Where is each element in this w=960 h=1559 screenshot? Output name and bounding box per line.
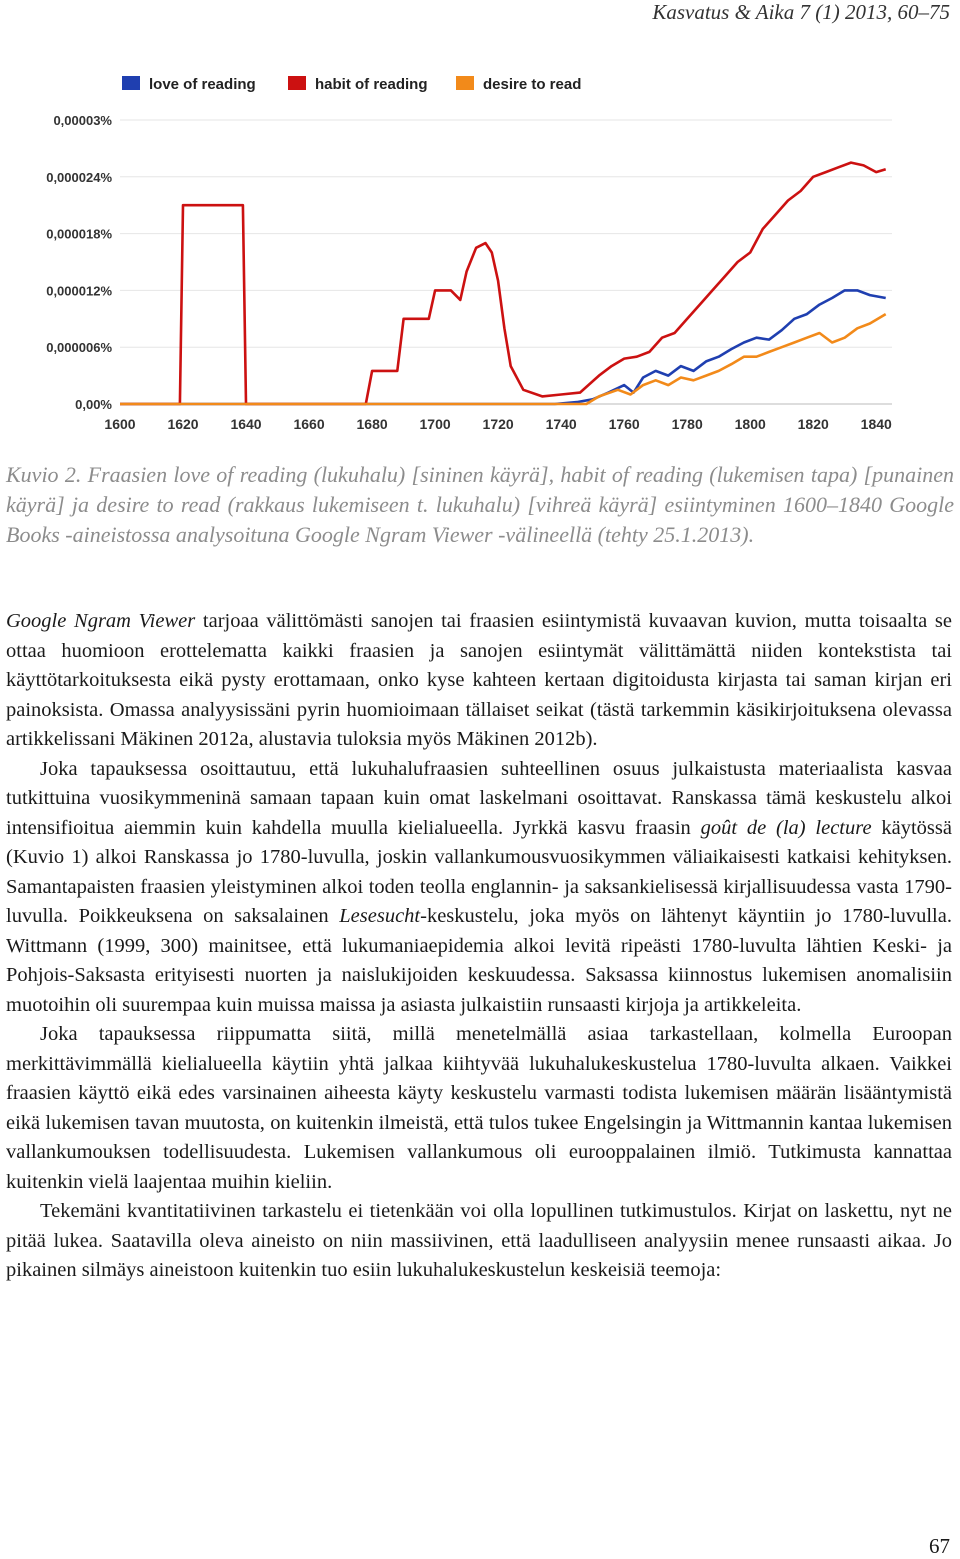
x-tick-label-6: 1720 <box>482 416 514 432</box>
x-tick-label-10: 1800 <box>734 416 766 432</box>
term-google-ngram-viewer: Google Ngram Viewer <box>6 610 196 632</box>
x-tick-label-8: 1760 <box>608 416 640 432</box>
x-tick-label-0: 1600 <box>104 416 136 432</box>
paragraph-1 <box>6 607 952 755</box>
paragraph-1-text: tarjoaa välittömästi sanojen tai fraasien esiintymistä kuvaavan kuvion, mutta toisaalta se ottaa huomioon erottelematta kaikki fraasien ja sanojen esiintymät välittämättä niiden kontekstista tai käyttötarkoituksesta eikä pysty erottamaan, onko kyse kahteen kertaan digitoidusta kirjasta tai saman kirjan eri painoksista. Omassa analyysissäni pyrin huomioimaan tällaiset seikat (tästä tarkemmin käsikirjoituksena olevassa artikkelissani Mäkinen 2012a, alustavia tuloksia myös Mäkinen 2012b). <box>6 610 952 750</box>
y-tick-label-0: 0,00% <box>75 397 112 412</box>
running-head: Kasvatus & Aika 7 (1) 2013, 60–75 <box>652 0 950 24</box>
y-tick-label-1: 0,000006% <box>46 340 112 356</box>
legend-label-2: desire to read <box>483 76 582 93</box>
paragraph-2-text-c: -keskustelu, joka myös on lähtenyt käyntiin jo 1780-luvulla. Wittmann (1999, 300) mainitsee, että lukumaniaepidemia alkoi levitä ripeästi 1780-luvulta lähtien Keski- ja Pohjois-Saksasta erityisesti nuorten ja naislukijoiden keskuudessa. Saksassa kiinnostus lukemisen anomalisiin muotoihin oli suurempaa kuin muissa maissa ja asiasta julkaistiin runsaasti kirjoja ja artikkeleita. <box>6 905 952 1016</box>
y-tick-label-2: 0,000012% <box>46 283 112 299</box>
x-tick-label-9: 1780 <box>671 416 703 432</box>
paragraph-2 <box>6 755 952 1021</box>
term-lesesucht: Lesesucht <box>339 905 421 927</box>
paragraph-3: Joka tapauksessa riippumatta siitä, millä menetelmällä asiaa tarkastellaan, kolmella Euroopan merkittävimmällä kielialueella käytiin yhtä jalkaa kiihtyvää lukuhalukeskustelua 1780-luvulta alkaen. Vaikkei fraasien käyttö eikä edes varsinainen aiheesta käyty keskustelu varmasti todista lukemisen määrän lisääntymistä eikä lukemisen tavan muutosta, on kuitenkin ilmeistä, että tulos tukee Engelsingin ja Wittmannin kantaa lukemisen vallankumouksen todellisuudesta. Lukemisen vallankumous oli eurooppalainen ilmiö. Tutkimusta kannattaa kuitenkin vielä laajentaa muihin kieliin. <box>6 1023 952 1193</box>
chart-legend <box>122 76 581 93</box>
figure-caption: Kuvio 2. Fraasien love of reading (lukuhalu) [sininen käyrä], habit of reading (lukemisen tapa) [punainen käyrä] ja desire to read (rakkaus lukemiseen t. lukuhalu) [vihreä käyrä] esiintyminen 1600–1840 Google Books -aineistossa analysoituna Google Ngram Viewer -välineellä (tehty 25.1.2013). <box>6 462 954 547</box>
paragraph-2-text-b: käytössä (Kuvio 1) alkoi Ranskassa jo 1780-luvulla, joskin vallankumousvuosikymmen väliaikaisesti katkaisi kehityksen. Samantapaisten fraasien yleistyminen alkoi toden teolla englannin- ja saksankielisessä kirjallisuudessa vasta 1790-luvulla. Poikkeuksena on saksalainen <box>6 816 952 927</box>
page-number: 67 <box>929 1534 950 1558</box>
x-tick-label-4: 1680 <box>356 416 388 432</box>
x-tick-label-3: 1660 <box>293 416 325 432</box>
y-tick-label-5: 0,00003% <box>53 113 112 128</box>
legend-label-1: habit of reading <box>315 76 428 93</box>
x-tick-label-1: 1620 <box>167 416 199 432</box>
legend-swatch-1 <box>288 76 306 90</box>
x-tick-label-7: 1740 <box>545 416 577 432</box>
x-tick-label-5: 1700 <box>419 416 451 432</box>
legend-label-0: love of reading <box>149 76 256 93</box>
y-tick-label-3: 0,000018% <box>46 226 112 242</box>
x-tick-label-2: 1640 <box>230 416 262 432</box>
article-body <box>6 607 952 1286</box>
term-gout-de-lecture: goût de (la) lecture <box>700 816 872 839</box>
legend-swatch-0 <box>122 76 140 90</box>
legend-swatch-2 <box>456 76 474 90</box>
chart-background <box>62 62 902 442</box>
y-tick-label-4: 0,000024% <box>46 169 112 185</box>
paragraph-4: Tekemäni kvantitatiivinen tarkastelu ei tietenkään voi olla lopullinen tutkimustulos. Kirjat on laskettu, nyt ne pitää lukea. Saatavilla oleva aineisto on niin massiivinen, että laadulliseen analyysiin menee runsaasti aikaa. Jo pikainen silmäys aineistoon kuitenkin tuo esiin lukuhalukeskustelun keskeisiä teemoja: <box>6 1200 952 1281</box>
x-tick-label-11: 1820 <box>797 416 829 432</box>
x-tick-label-12: 1840 <box>860 416 892 432</box>
paragraph-2-text-a: Joka tapauksessa osoittautuu, että lukuhalufraasien suhteellinen osuus julkaistusta materiaalista kasvaa tutkittuina vuosikymmeninä samaan tapaan kuin omat laskelmani osoittavat. Ranskassa tämä keskustelu alkoi intensifioitua aiemmin kuin kahdella muulla kielialueella. Jyrkkä kasvu fraasin <box>6 757 952 839</box>
ngram-chart <box>46 62 902 442</box>
